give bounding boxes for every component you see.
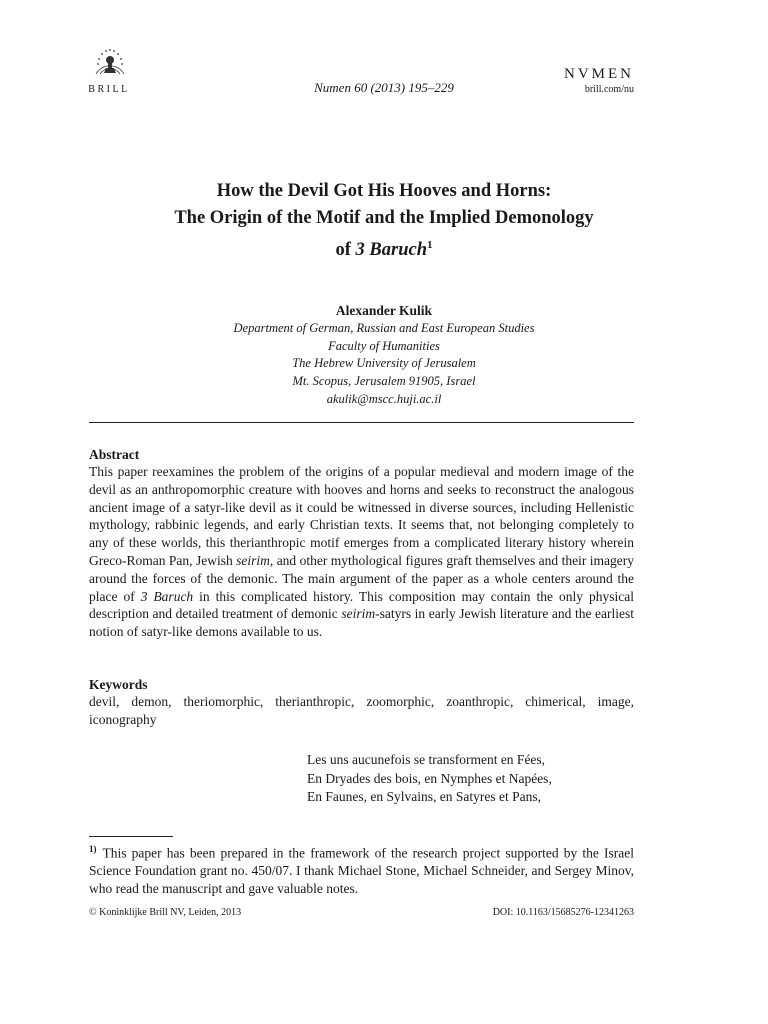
title-line-1: How the Devil Got His Hooves and Horns: [216, 181, 552, 201]
journal-url[interactable]: brill.com/nu [584, 84, 634, 95]
doi-link[interactable]: DOI: 10.1163/15685276-12341263 [492, 907, 634, 918]
footnote [89, 841, 634, 898]
abstract-text-part: This paper reexamines the problem of the origins of a popular medieval and modern image of the devil as an anthropomorphic creature with hooves and horns and seeks to reconstruct the analogous ancient image of a satyr-like devil as it could be witnessed in diverse sources, including Hellenistic mythology, rabbinic legends, and early Christian texts. It seems that, not belonging completely to any of these worlds, this therianthropic motif emerges from a complicated literary history wherein Greco-Roman Pan, Jewish [89, 464, 634, 568]
footnote-mark: 1) [89, 844, 97, 854]
journal-reference: Numen 60 (2013) 195–229 [314, 80, 454, 95]
journal-logo: NVMEN [564, 66, 634, 82]
title-line-3 [0, 232, 768, 264]
section-divider [89, 422, 634, 423]
epigraph-line: En Faunes, en Sylvains, en Satyres et Pans, [307, 789, 541, 804]
publisher-name: BRILL [88, 84, 130, 95]
brill-seal-icon [84, 40, 136, 82]
abstract-text-part: in this complicated history. This composition may contain the only physical description and detailed treatment of demonic [89, 588, 634, 622]
keywords-text: devil, demon, theriomorphic, therianthropic, zoomorphic, zoanthropic, chimerical, image, iconography [89, 694, 634, 727]
affiliation-line: The Hebrew University of Jerusalem [292, 356, 476, 371]
affiliation-line: Faculty of Humanities [328, 338, 440, 353]
epigraph-line: En Dryades des bois, en Nymphes et Napées, [307, 770, 552, 786]
epigraph [307, 751, 552, 807]
title-footnote-mark[interactable]: 1 [427, 239, 433, 251]
copyright-notice: © Koninklijke Brill NV, Leiden, 2013 [89, 907, 242, 918]
title-line-3-prefix: of [335, 240, 356, 261]
abstract-text-part: , and other mythological figures graft themselves and their imagery around the forces of the demonic. The main argument of the paper as a whole centers around the place of [89, 552, 634, 604]
abstract-text [89, 463, 634, 641]
abstract-text-part: -satyrs in early Jewish literature and the earliest notion of satyr-like demons available to us. [89, 606, 634, 640]
keywords-heading: Keywords [89, 677, 148, 692]
footnote-text: This paper has been prepared in the framework of the research project supported by the Israel Science Foundation grant no. 450/07. I thank Michael Stone, Michael Schneider, and Sergey Minov, who read the manuscript and gave valuable notes. [89, 845, 634, 897]
abstract-term: seirim [236, 552, 270, 568]
affiliation-line: Department of German, Russian and East European Studies [233, 321, 535, 335]
abstract-heading: Abstract [89, 447, 140, 462]
abstract-term: seirim [341, 606, 376, 622]
author-name: Alexander Kulik [335, 303, 433, 318]
title-line-2: The Origin of the Motif and the Implied Demonology [174, 208, 594, 228]
author-affiliation [0, 320, 768, 409]
abstract-term: 3 Baruch [140, 588, 194, 604]
title-line-3-italic: 3 Baruch [355, 240, 427, 261]
author-email[interactable]: akulik@mscc.huji.ac.il [326, 391, 442, 406]
affiliation-line: Mt. Scopus, Jerusalem 91905, Israel [292, 374, 476, 389]
article-title [0, 178, 768, 264]
footnote-divider [89, 836, 173, 837]
epigraph-line: Les uns aucunefois se transforment en Fées, [307, 752, 546, 767]
